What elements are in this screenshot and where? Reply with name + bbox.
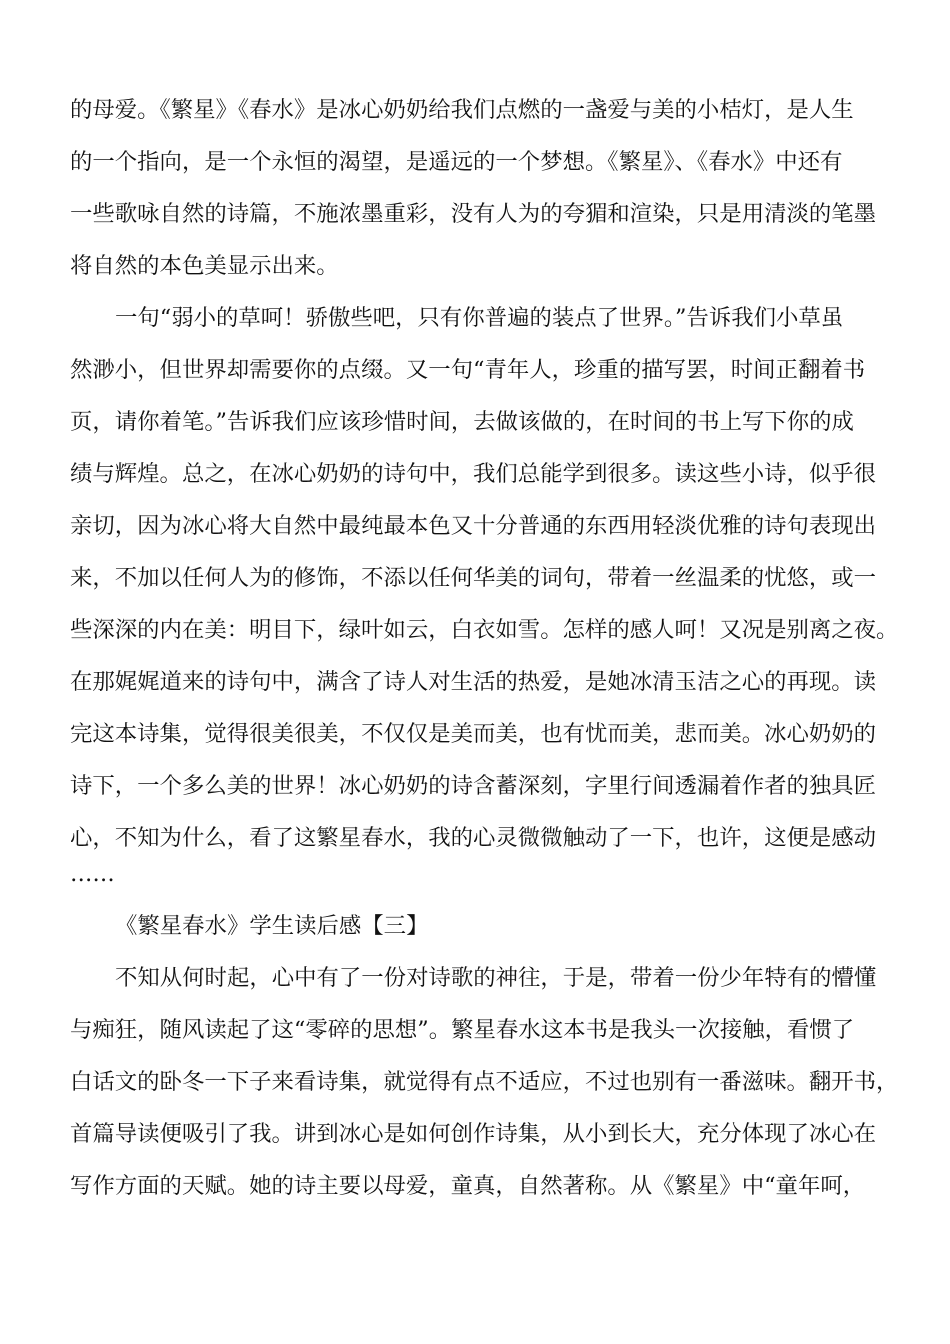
text-line: 来，不加以任何人为的修饰，不添以任何华美的词句，带着一丝温柔的忧悠，或一 xyxy=(70,565,877,591)
text-line: 些深深的内在美：明目下，绿叶如云，白衣如雪。怎样的感人呵！又况是别离之夜。 xyxy=(70,617,899,643)
text-line: 写作方面的天赋。她的诗主要以母爱，童真，自然著称。从《繁星》中“童年呵， xyxy=(70,1173,866,1199)
text-line: 然渺小，但世界却需要你的点缀。又一句“青年人，珍重的描写罢，时间正翻着书 xyxy=(70,357,866,383)
text-line: 亲切，因为冰心将大自然中最纯最本色又十分普通的东西用轻淡优雅的诗句表现出 xyxy=(70,513,877,539)
text-line: 白话文的卧冬一下子来看诗集，就觉得有点不适应，不过也别有一番滋味。翻开书， xyxy=(70,1069,899,1095)
text-line: 在那娓娓道来的诗句中，满含了诗人对生活的热爱，是她冰清玉洁之心的再现。读 xyxy=(70,669,877,695)
text-line: 将自然的本色美显示出来。 xyxy=(70,253,339,279)
text-line: 不知从何时起，心中有了一份对诗歌的神往，于是，带着一份少年特有的懵懂 xyxy=(115,965,877,991)
section-heading: 《繁星春水》学生读后感【三】 xyxy=(115,913,429,939)
text-line: 一些歌咏自然的诗篇，不施浓墨重彩，没有人为的夸猸和渲染，只是用清淡的笔墨 xyxy=(70,201,877,227)
text-line: 心，不知为什么，看了这繁星春水，我的心灵微微触动了一下，也许，这便是感动 xyxy=(70,825,877,851)
text-line: 页，请你着笔。”告诉我们应该珍惜时间，去做该做的，在时间的书上写下你的成 xyxy=(70,409,854,435)
text-line: 与痴狂，随风读起了这“零碎的思想”。繁星春水这本书是我头一次接触，看惯了 xyxy=(70,1017,855,1043)
text-line: 完这本诗集，觉得很美很美，不仅仅是美而美，也有忧而美，悲而美。冰心奶奶的 xyxy=(70,721,877,747)
text-line: 首篇导读便吸引了我。讲到冰心是如何创作诗集，从小到长大，充分体现了冰心在 xyxy=(70,1121,877,1147)
text-line: 一句“弱小的草呵！骄傲些吧，只有你普遍的装点了世界。”告诉我们小草虽 xyxy=(115,305,844,331)
text-line: …… xyxy=(70,861,115,887)
text-line: 绩与辉煌。总之，在冰心奶奶的诗句中，我们总能学到很多。读这些小诗，似乎很 xyxy=(70,461,877,487)
text-line: 的一个指向，是一个永恒的渴望，是遥远的一个梦想。《繁星》、《春水》中还有 xyxy=(70,149,843,175)
text-line: 的母爱。《繁星》《春水》是冰心奶奶给我们点燃的一盏爱与美的小桔灯，是人生 xyxy=(70,97,854,123)
text-line: 诗下，一个多么美的世界！冰心奶奶的诗含蓄深刻，字里行间透漏着作者的独具匠 xyxy=(70,773,877,799)
